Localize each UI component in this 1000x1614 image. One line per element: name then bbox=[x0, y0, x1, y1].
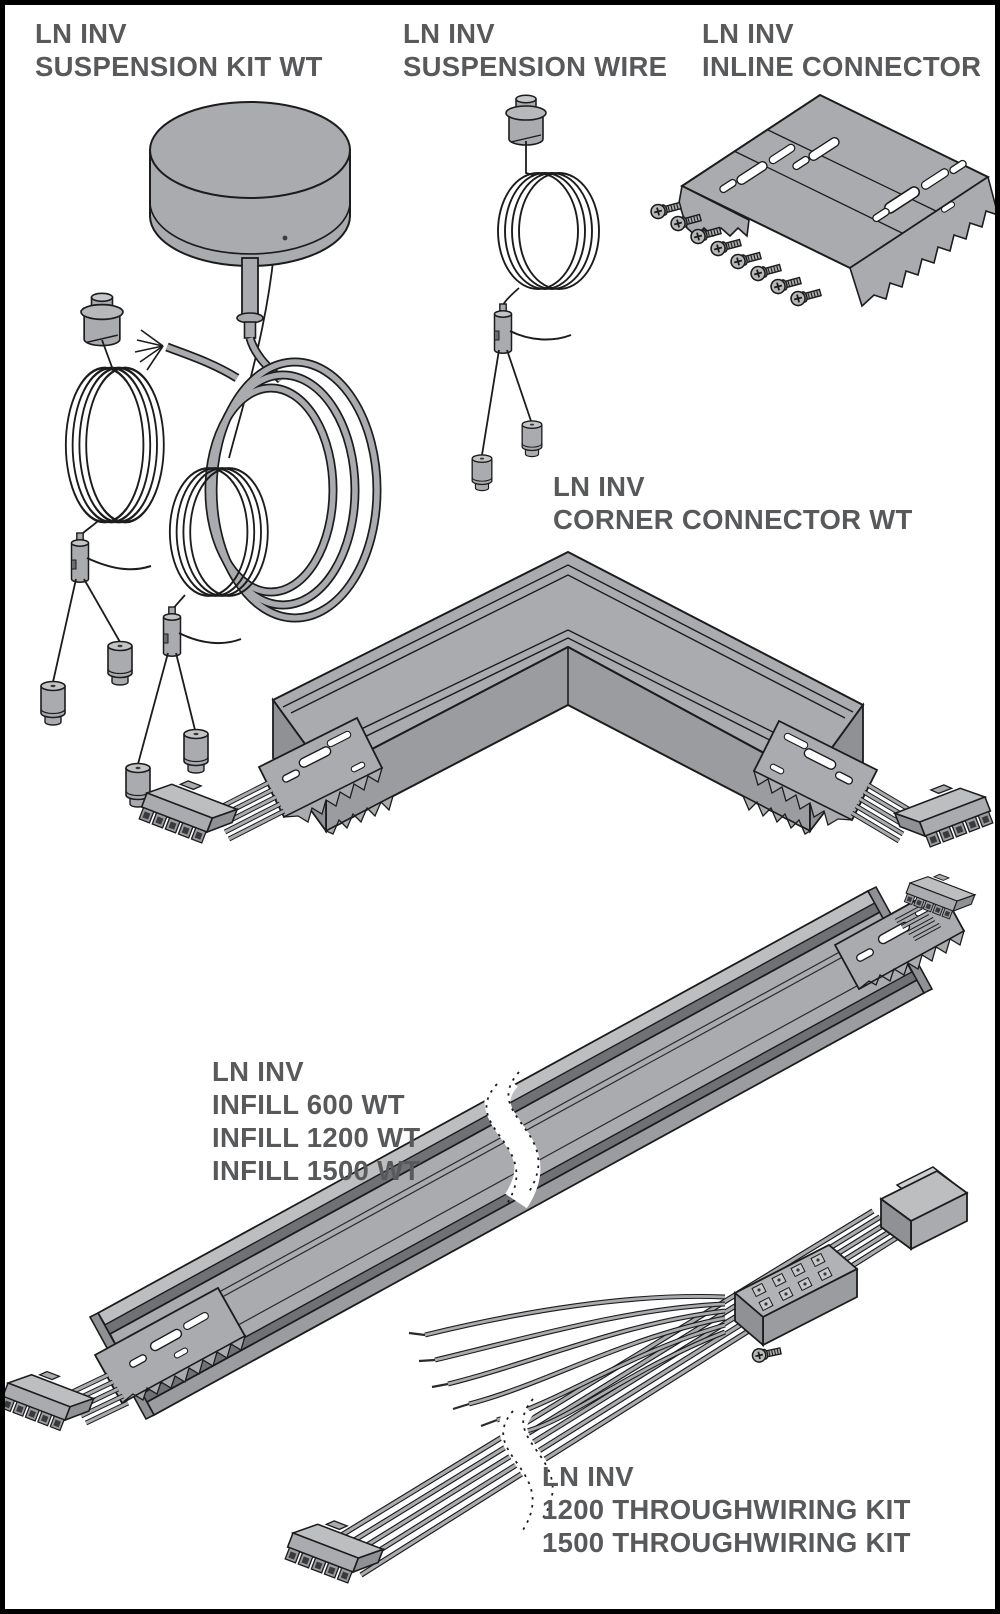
label-inline-connector bbox=[702, 17, 981, 83]
steel-wire-coil bbox=[498, 173, 599, 289]
connector-housing-top-right bbox=[881, 1167, 967, 1249]
connector-plug-right bbox=[892, 773, 995, 855]
label-line: 1500 THROUGHWIRING KIT bbox=[542, 1527, 911, 1558]
wire-gripper bbox=[495, 304, 512, 353]
label-corner-connector bbox=[553, 470, 913, 536]
ceiling-cup bbox=[81, 293, 123, 345]
wire-segment bbox=[503, 288, 519, 305]
connector-plug-bottom-left bbox=[283, 1509, 386, 1591]
label-line: LN INV bbox=[553, 471, 645, 502]
wire-end-weight bbox=[41, 682, 65, 726]
label-line: CORNER CONNECTOR WT bbox=[553, 504, 913, 535]
label-line: SUSPENSION WIRE bbox=[403, 51, 668, 82]
label-line: LN INV bbox=[403, 18, 495, 49]
steel-wire-coil-left bbox=[66, 368, 164, 522]
wire-end-weight bbox=[522, 421, 542, 457]
label-line: INLINE CONNECTOR bbox=[702, 51, 982, 82]
ceiling-cup bbox=[506, 95, 546, 145]
gripper-whisker bbox=[510, 331, 571, 340]
label-line: LN INV bbox=[542, 1461, 634, 1492]
label-line: INFILL 1500 WT bbox=[212, 1155, 421, 1186]
inline-connector-illustration bbox=[648, 87, 1000, 312]
label-throughwiring bbox=[542, 1460, 911, 1559]
canopy-stem bbox=[237, 258, 263, 338]
label-line: INFILL 1200 WT bbox=[212, 1122, 421, 1153]
label-line: SUSPENSION KIT WT bbox=[35, 51, 323, 82]
wire-segment bbox=[526, 141, 533, 175]
connector-plug-left bbox=[137, 769, 240, 851]
label-line: LN INV bbox=[212, 1056, 304, 1087]
label-line: 1200 THROUGHWIRING KIT bbox=[542, 1494, 911, 1525]
canopy bbox=[150, 102, 350, 266]
connector-plug-bottom-left bbox=[0, 1360, 97, 1438]
connector-plate bbox=[679, 95, 998, 306]
corner-connector-illustration bbox=[63, 535, 973, 875]
label-line: LN INV bbox=[35, 18, 127, 49]
wire-leg bbox=[507, 350, 531, 421]
label-infill bbox=[212, 1055, 420, 1187]
suspension-wire-illustration bbox=[435, 83, 650, 518]
wire-end-weight bbox=[472, 455, 492, 491]
label-line: INFILL 600 WT bbox=[212, 1089, 405, 1120]
label-suspension-wire bbox=[403, 17, 667, 83]
label-suspension-kit bbox=[35, 17, 323, 83]
stripped-wire-ends bbox=[135, 330, 163, 370]
label-line: LN INV bbox=[702, 18, 794, 49]
terminal-screw bbox=[751, 1344, 782, 1363]
wire-leg bbox=[482, 350, 499, 455]
